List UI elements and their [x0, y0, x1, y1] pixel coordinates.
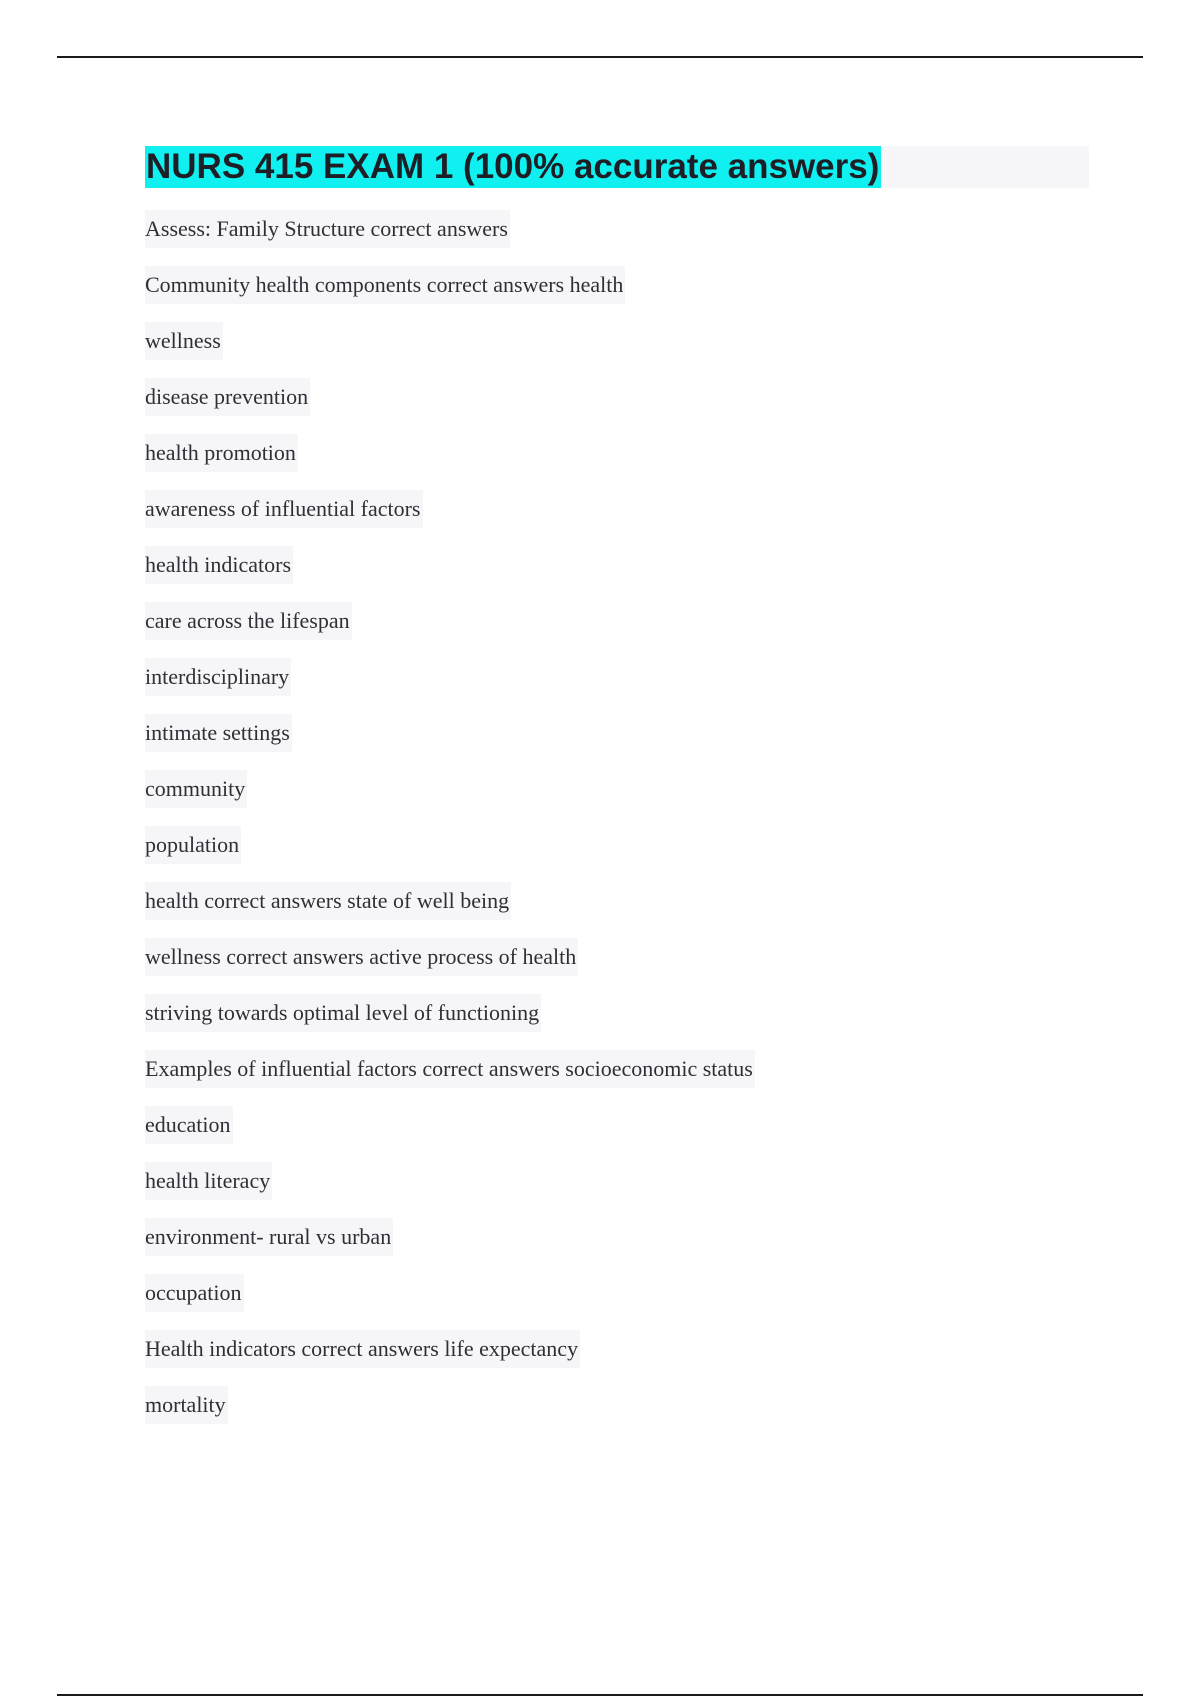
- text-line: mortality: [145, 1386, 755, 1442]
- text-line: wellness correct answers active process of health: [145, 938, 755, 994]
- text-line: striving towards optimal level of functioning: [145, 994, 755, 1050]
- text-line: intimate settings: [145, 714, 755, 770]
- text-line: health correct answers state of well being: [145, 882, 755, 938]
- text-line: education: [145, 1106, 755, 1162]
- answer-lines: [145, 210, 755, 1442]
- text-line: population: [145, 826, 755, 882]
- text-line: Health indicators correct answers life expectancy: [145, 1330, 755, 1386]
- text-line: Assess: Family Structure correct answers: [145, 210, 755, 266]
- text-line: awareness of influential factors: [145, 490, 755, 546]
- text-line: health promotion: [145, 434, 755, 490]
- text-line: community: [145, 770, 755, 826]
- text-line: wellness: [145, 322, 755, 378]
- text-line: Community health components correct answers health: [145, 266, 755, 322]
- text-line: Examples of influential factors correct answers socioeconomic status: [145, 1050, 755, 1106]
- text-line: disease prevention: [145, 378, 755, 434]
- document-title: NURS 415 EXAM 1 (100% accurate answers): [146, 147, 880, 186]
- text-line: care across the lifespan: [145, 602, 755, 658]
- top-rule: [57, 56, 1143, 58]
- text-line: interdisciplinary: [145, 658, 755, 714]
- bottom-rule: [57, 1694, 1143, 1696]
- text-line: health indicators: [145, 546, 755, 602]
- text-line: health literacy: [145, 1162, 755, 1218]
- text-line: environment- rural vs urban: [145, 1218, 755, 1274]
- text-line: occupation: [145, 1274, 755, 1330]
- title-row: [145, 146, 1089, 188]
